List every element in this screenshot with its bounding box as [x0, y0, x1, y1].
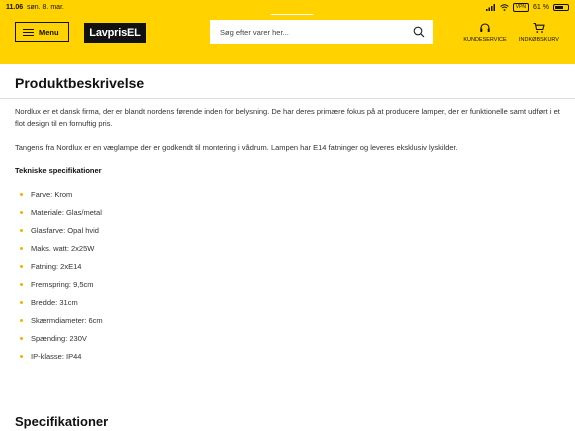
vpn-badge: VPN — [513, 3, 529, 12]
status-bar — [0, 0, 575, 15]
spec-item — [20, 352, 81, 361]
bullet-icon — [20, 301, 23, 304]
bullet-icon — [20, 337, 23, 340]
spec-item — [20, 262, 81, 271]
bullet-icon — [20, 283, 23, 286]
bullet-icon — [20, 211, 23, 214]
title-divider — [0, 98, 575, 99]
search-icon[interactable] — [413, 26, 425, 38]
bullet-icon — [20, 265, 23, 268]
spec-item — [20, 208, 102, 217]
spec-text: IP-klasse: IP44 — [31, 352, 82, 361]
status-time: 11.06 — [6, 4, 24, 11]
cart-icon — [533, 22, 545, 34]
status-right — [486, 3, 569, 12]
spec-text: Farve: Krom — [31, 190, 73, 199]
search-bar — [210, 20, 433, 44]
spec-item — [20, 334, 87, 343]
description-paragraph-2: Tangens fra Nordlux er en væglampe der er godkendt til montering i vådrum. Lampen har E14 fatninger og leveres eksklusiv lyskilder. — [15, 143, 458, 152]
spec-text: Spænding: 230V — [31, 334, 87, 343]
page-title: Produktbeskrivelse — [15, 75, 145, 91]
battery-percent: 61 % — [533, 4, 549, 11]
specifications-heading: Specifikationer — [15, 414, 109, 429]
status-date: søn. 8. mar. — [27, 4, 64, 11]
spec-text: Fremspring: 9,5cm — [31, 280, 94, 289]
hamburger-icon — [23, 29, 34, 36]
spec-item — [20, 226, 99, 235]
customer-service-link[interactable] — [460, 22, 510, 58]
search-input[interactable] — [220, 28, 400, 37]
bullet-icon — [20, 193, 23, 196]
bullet-icon — [20, 229, 23, 232]
cart-label: INDKØBSKURV — [519, 37, 559, 43]
spec-item — [20, 244, 94, 253]
menu-label: Menu — [39, 27, 59, 37]
wifi-icon — [500, 4, 509, 11]
spec-text: Bredde: 31cm — [31, 298, 78, 307]
spec-text: Glasfarve: Opal hvid — [31, 226, 99, 235]
spec-text: Skærmdiameter: 6cm — [31, 316, 103, 325]
site-logo[interactable]: LavprisEL — [84, 23, 146, 43]
description-paragraph-1: Nordlux er et dansk firma, der er blandt nordens førende inden for belysning. De har deres primære fokus på at producere lamper, der er funktionelle samt udført i et flot design til en fornuftig pris. — [15, 107, 560, 128]
cart-link[interactable] — [514, 22, 564, 58]
spec-item — [20, 316, 103, 325]
spec-item — [20, 298, 78, 307]
bullet-icon — [20, 355, 23, 358]
bullet-icon — [20, 319, 23, 322]
spec-text: Materiale: Glas/metal — [31, 208, 102, 217]
spec-item — [20, 280, 94, 289]
bullet-icon — [20, 247, 23, 250]
spec-item — [20, 190, 72, 199]
menu-button[interactable] — [15, 22, 69, 42]
customer-service-label: KUNDESERVICE — [463, 37, 507, 43]
signal-icon — [486, 4, 496, 11]
battery-icon — [553, 4, 569, 11]
spec-text: Fatning: 2xE14 — [31, 262, 82, 271]
headset-icon — [479, 22, 491, 34]
tech-spec-heading: Tekniske specifikationer — [15, 166, 102, 175]
spec-text: Maks. watt: 2x25W — [31, 244, 95, 253]
